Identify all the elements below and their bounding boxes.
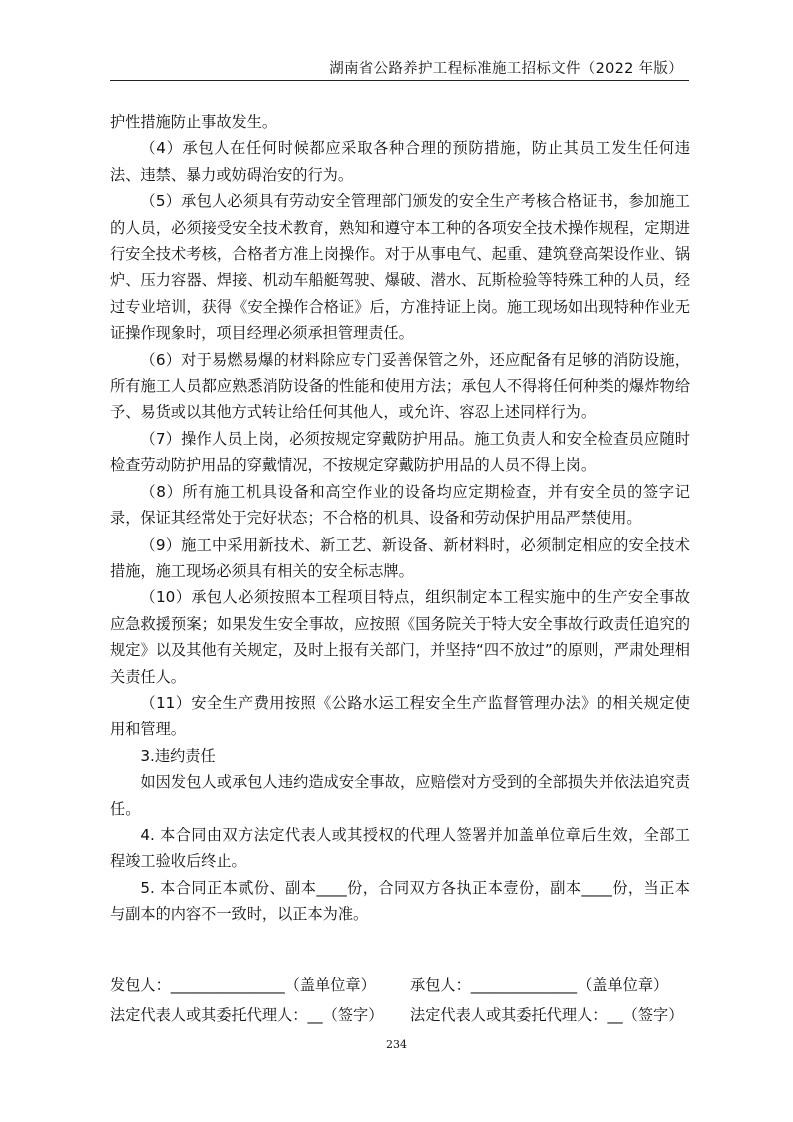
paragraph: （7）操作人员上岗，必须按规定穿戴防护用品。施工负责人和安全检查员应随时检查劳动防护用品的穿戴情况，不按规定穿戴防护用品的人员不得上岗。 — [110, 429, 690, 475]
document-body — [110, 109, 690, 928]
employer-signature-line: 发包人：_______________（盖单位章） — [110, 976, 376, 994]
paragraph: （5）承包人必须具有劳动安全管理部门颁发的安全生产考核合格证书，参加施工的人员，必须接受安全技术教育，熟知和遵守本工种的各项安全技术操作规程，定期进行安全技术考核，合格者方准上岗操作。对于从事电气、起重、建筑登高架设作业、锅炉、压力容器、焊接、机动车船艇驾驶、爆破、潜水、瓦斯检验等特殊工种的人员，经过专业培训，获得《安全操作合格证》后，方准持证上岗。施工现场如出现特种作业无证操作现象时，项目经理必须承担管理责任。 — [110, 192, 690, 343]
contractor-signature-line: 承包人：______________（盖单位章） — [410, 976, 669, 994]
paragraph: （6）对于易燃易爆的材料除应专门妥善保管之外，还应配备有足够的消防设施，所有施工人员都应熟悉消防设备的性能和使用方法；承包人不得将任何种类的爆炸物给予、易货或以其他方式转让给任何其他人，或允许、容忍上述同样行为。 — [110, 350, 690, 422]
section-heading: 3.违约责任 — [140, 746, 216, 765]
contractor-representative-line: 法定代表人或其委托代理人：__（签字） — [410, 1006, 684, 1024]
paragraph: 如因发包人或承包人违约造成安全事故，应赔偿对方受到的全部损失并依法追究责任。 — [110, 773, 690, 818]
paragraph: （11）安全生产费用按照《公路水运工程安全生产监督管理办法》的相关规定使用和管理。 — [110, 693, 690, 739]
paragraph: （9）施工中采用新技术、新工艺、新设备、新材料时，必须制定相应的安全技术措施，施工现场必须具有相关的安全标志牌。 — [110, 535, 690, 580]
paragraph: （4）承包人在任何时候都应采取各种合理的预防措施，防止其员工发生任何违法、违禁、暴力或妨碍治安的行为。 — [110, 139, 690, 184]
paragraph: 护性措施防止事故发生。 — [110, 113, 278, 131]
employer-representative-line: 法定代表人或其委托代理人：__（签字） — [110, 1006, 384, 1024]
page-header — [110, 54, 689, 81]
paragraph: （8）所有施工机具设备和高空作业的设备均应定期检查，并有安全员的签字记录，保证其经常处于完好状态；不合格的机具、设备和劳动保护用品严禁使用。 — [110, 482, 690, 528]
header-title: 湖南省公路养护工程标准施工招标文件（2022 年版） — [329, 61, 683, 77]
paragraph: 4. 本合同由双方法定代表人或其授权的代理人签署并加盖单位章后生效，全部工程竣工验收后终止。 — [110, 825, 690, 871]
page-number: 234 — [386, 1038, 407, 1051]
paragraph: （10）承包人必须按照本工程项目特点，组织制定本工程实施中的生产安全事故应急救援预案；如果发生安全事故，应按照《国务院关于特大安全事故行政责任追究的规定》以及其他有关规定，及时上报有关部门，并坚持“四不放过”的原则，严肃处理相关责任人。 — [110, 588, 690, 686]
paragraph: 5. 本合同正本贰份、副本____份，合同双方各执正本壹份，副本____份，当正本与副本的内容不一致时，以正本为准。 — [110, 878, 690, 924]
